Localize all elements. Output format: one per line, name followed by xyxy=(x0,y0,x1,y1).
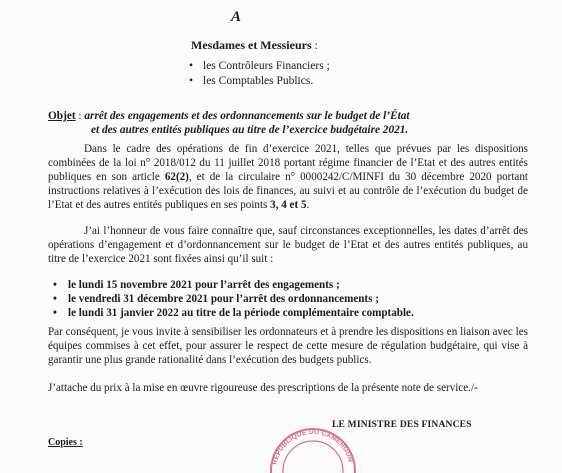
paragraph-announcement: J’ai l’honneur de vous faire connaître que, sauf circonstances exceptionnelles, les dates d’arrêt des opérations d’engagement et d’ordonnancement sur le budget de l’Etat et des autres entités publiques, au titre de l’exercice 2021 sont fixées ainsi qu’il suit : xyxy=(48,225,528,266)
paragraph-context-text-b: , et de la circulaire n° 0000242/C/MINFI du 30 décembre 2020 portant instructions relatives à l’exécution des lois de finances, au suivi et au contrôle de l’exécution du budget de l’Etat et des autres entités publiques en ses points xyxy=(48,171,528,212)
recipient-item: • les Comptables Publics. xyxy=(189,74,330,89)
subject-block xyxy=(48,109,518,137)
subject-line-2: et des autres entités publiques au titre de l’exercice budgétaire 2021. xyxy=(91,124,409,136)
recipient-item: • les Contrôleurs Financiers ; xyxy=(189,59,330,74)
subject-separator: : xyxy=(75,110,85,122)
deadline-list xyxy=(48,278,528,320)
copies-colon: : xyxy=(76,437,83,448)
salutation-colon: : xyxy=(311,38,318,52)
deadline-item: • le lundi 31 janvier 2022 au titre de la période complémentaire comptable. xyxy=(48,306,528,320)
subject-label: Objet xyxy=(48,110,76,122)
deadline-item: • le vendredi 31 décembre 2021 pour l’arrêt des ordonnancements ; xyxy=(48,292,528,306)
paragraph-context xyxy=(48,142,528,212)
paragraph-context-text-a: Dans le cadre des opérations de fin d’exercice 2021, telles que prévues par les dispositions combinées de la loi n° 2018/012 du 11 juillet 2018 portant régime financier de l’Etat et des autres entités publiques en son article xyxy=(48,143,528,184)
paragraph-closing: J’attache du prix à la mise en œuvre rigoureuse des prescriptions de la présente note de service./- xyxy=(48,382,478,394)
minister-signature-title: LE MINISTRE DES FINANCES xyxy=(332,420,472,430)
points-reference: 3, 4 et 5 xyxy=(270,199,307,212)
salutation-text: Mesdames et Messieurs xyxy=(191,38,312,52)
paragraph-instructions: Par conséquent, je vous invite à sensibiliser les ordonnateurs et à prendre les dispositions en liaison avec les équipes commises à cet effet, pour assurer le respect de cette mesure de régulation budgétaire, qui vise à garantir une plus grande rationalité dans l’exécution des budgets publics. xyxy=(48,326,528,367)
recipient-list xyxy=(189,59,330,89)
copies-label-text: Copies xyxy=(48,437,77,448)
subject-line-1: arrêt des engagements et des ordonnancements sur le budget de l’État xyxy=(84,110,410,122)
paragraph-context-text-c: . xyxy=(306,199,310,212)
salutation xyxy=(191,38,318,53)
article-reference: 62(2) xyxy=(164,171,189,184)
stamp-text: REPUBLIQUE DU CAMEROUN xyxy=(271,428,354,466)
header-mark: A xyxy=(231,9,242,25)
copies-label xyxy=(48,437,83,448)
deadline-item: • le lundi 15 novembre 2021 pour l’arrêt des engagements ; xyxy=(48,278,528,292)
